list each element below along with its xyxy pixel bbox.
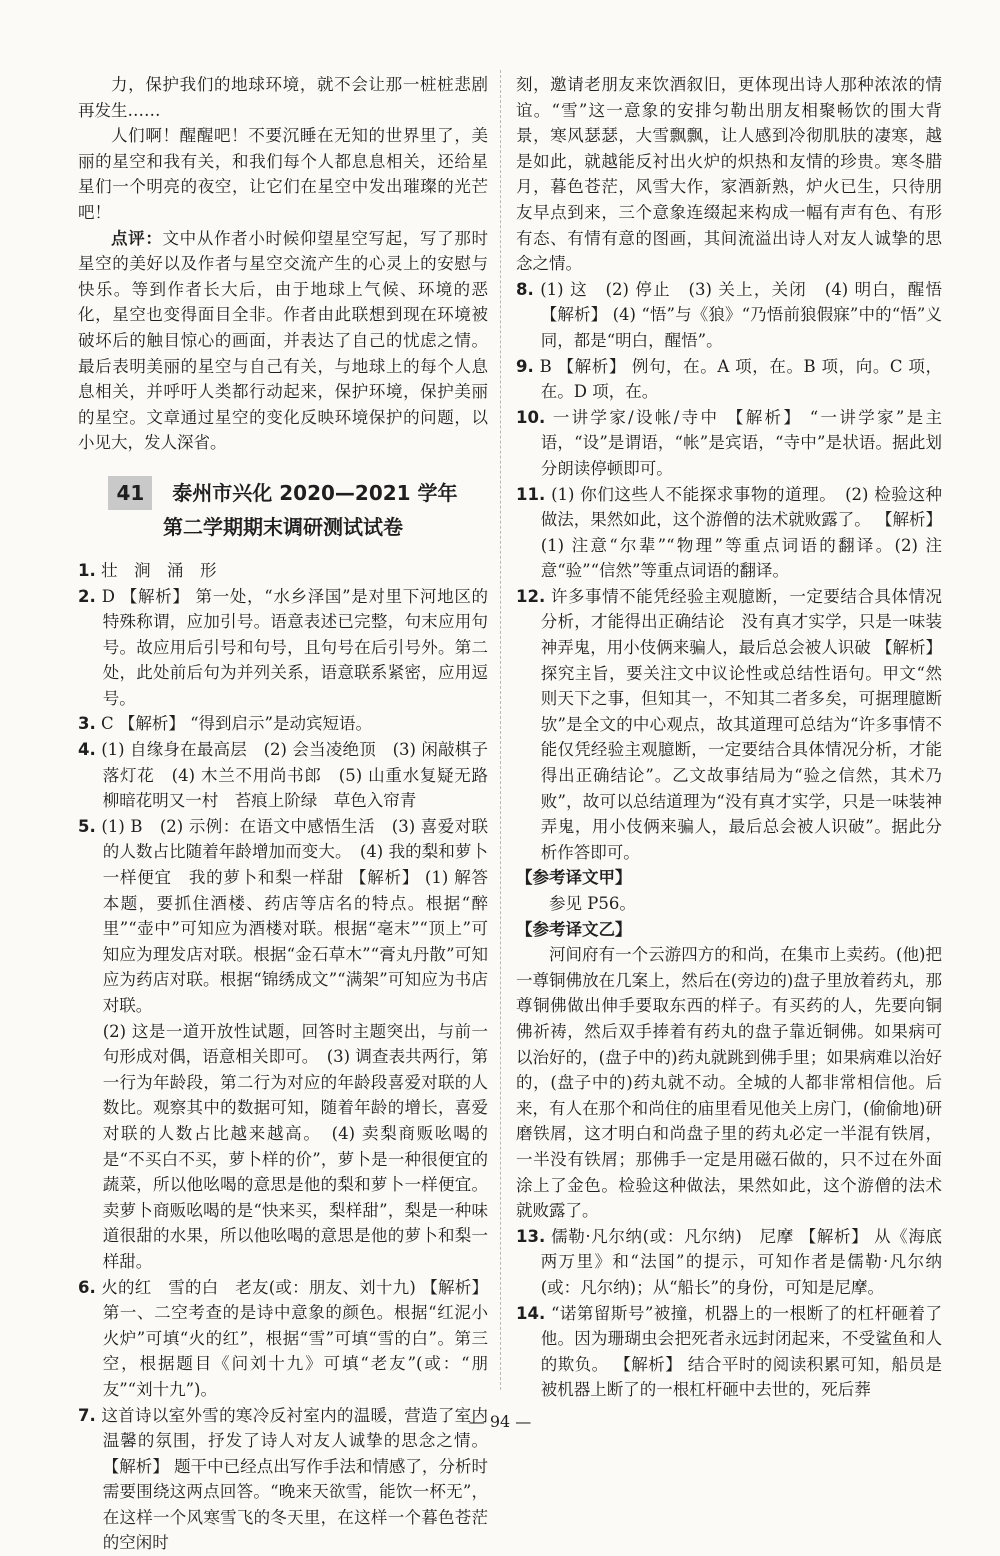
reference-translation-b: 河间府有一个云游四方的和尚，在集市上卖药。(他)把一尊铜佛放在几案上，然后在(旁边的)盘子里放着药丸，那尊铜佛做出伸手要取东西的样子。有买药的人，先要向铜佛祈祷，然后双手捧着有药丸的盘子靠近铜佛。如果病可以治好的，(盘子中的)药丸就跳到佛手里；如果病难以治好的，(盘子中的)药丸就不动。全城的人都非常相信他。后来，有人在那个和尚住的庙里看见他关上房门，(偷偷地)研磨铁屑，这才明白和尚盘子里的药丸必定一半混有铁屑，一半没有铁屑；那佛手一定是用磁石做的，只不过在外面涂上了金色。检验这种做法，果然如此，这个游僧的法术就败露了。 — [516, 942, 942, 1224]
page-number: — 94 — — [0, 1412, 1000, 1431]
answer-text: (2) 这是一道开放性试题，回答时主题突出，与前一句形成对偶，语意相关即可。 (3) 调查表共两行，第一行为年龄段，第二行为对应的年龄段喜爱对联的人数比。观察其中的数据可知，随着年龄的增长，喜爱对联的人数占比越来越高。 (4) 卖梨商贩吆喝的是“不买白不买，萝卜样的价”，萝卜是一种很便宜的蔬菜，所以他吆喝的意思是他的梨和萝卜一样便宜。卖萝卜商贩吆喝的是“快来买，梨样甜”，梨是一种味道很甜的水果，所以他吆喝的意思是他的萝卜和梨一样甜。 — [103, 1022, 488, 1271]
answer-number: 10. — [516, 408, 545, 427]
section-title — [78, 476, 488, 544]
answer-number: 11. — [516, 485, 545, 504]
answer-item — [78, 711, 488, 737]
reference-translation-b-label: 【参考译文乙】 — [516, 917, 942, 943]
answer-text: (1) B (2) 示例：在语文中感悟生活 (3) 喜爱对联的人数占比随着年龄增加而变大。 (4) 我的梨和萝卜一样便宜 我的萝卜和梨一样甜 【解析】 (1) 解答本题，要抓住酒楼、药店等店名的特点。根据“醉里”“壶中”可知应为酒楼对联。根据“毫末”“顶上”可知应为理发店对联。根据“金石草木”“膏丸丹散”可知应为药店对联。根据“锦绣成文”“满架”可知应为书店对联。 — [101, 817, 488, 1015]
answer-text: C 【解析】 “得到启示”是动宾短语。 — [101, 714, 372, 733]
answer-number: 8. — [516, 280, 534, 299]
section-number-badge: 41 — [108, 476, 152, 510]
answer-number: 13. — [516, 1227, 545, 1246]
answer-number: 9. — [516, 357, 534, 376]
answer-number: 7. — [78, 1406, 96, 1425]
answer-text: 许多事情不能凭经验主观臆断，一定要结合具体情况分析，才能得出正确结论 没有真才实学，只是一味装神弄鬼，用小伎俩来骗人，最后总会被人识破 【解析】 探究主旨，要关注文中议论性或总结性语句。甲文“然则天下之事，但知其一，不知其二者多矣，可据理臆断欤”是全文的中心观点，故其道理可总结为“许多事情不能仅凭经验主观臆断，一定要结合具体情况分析，才能得出正确结论”。乙文故事结局为“验之信然，其术乃败”，故可以总结道理为“没有真才实学，只是一味装神弄鬼，用小伎俩来骗人，最后总会被人识破”。据此分析作答即可。 — [541, 587, 942, 862]
answer-item — [516, 584, 942, 866]
answer-text: (1) 自缘身在最高层 (2) 会当凌绝顶 (3) 闲敲棋子落灯花 (4) 木兰不用尚书郎 (5) 山重水复疑无路 柳暗花明又一村 苔痕上阶绿 草色入帘青 — [101, 740, 504, 810]
right-column — [516, 72, 942, 1403]
answer-number: 1. — [78, 561, 96, 580]
answer-text: 一讲学家/设帐/寺中 【解析】 “一讲学家”是主语，“设”是谓语，“帐”是宾语，“寺中”是状语。据此划分朗读停顿即可。 — [541, 408, 942, 478]
answer-text: D 【解析】 第一处，“水乡泽国”是对里下河地区的特殊称谓，应加引号。语意表述已完整，句末应用句号。故应用后引号和句号，且句号在后引号外。第二处，此处前后句为并列关系，语意联系紧密，应用逗号。 — [102, 587, 488, 708]
answer-item — [78, 737, 488, 814]
answer-item — [78, 1019, 488, 1275]
answer-item — [516, 405, 942, 482]
answer-text: 火的红 雪的白 老友(或：朋友、刘十九) 【解析】 第一、二空考查的是诗中意象的颜色。根据“红泥小火炉”可填“火的红”，根据“雪”可填“雪的白”。第三空，根据题目《问刘十九》可填“老友”(或：“朋友”“刘十九”)。 — [101, 1278, 488, 1399]
answer-text: 儒勒·凡尔纳(或：凡尔纳) 尼摩 【解析】 从《海底两万里》和“法国”的提示，可知作者是儒勒·凡尔纳(或：凡尔纳)；从“船长”的身份，可知是尼摩。 — [541, 1227, 942, 1297]
answer-item — [516, 1301, 942, 1403]
reference-translation-a-label: 【参考译文甲】 — [516, 865, 942, 891]
answer-list — [516, 1224, 942, 1403]
answer-number: 4. — [78, 740, 96, 759]
answer-number: 2. — [78, 587, 96, 606]
paragraph: 人们啊！醒醒吧！不要沉睡在无知的世界里了，美丽的星空和我有关，和我们每个人都息息相关，还给星星们一个明亮的夜空，让它们在星空中发出璀璨的光芒吧！ — [78, 123, 488, 225]
comment-paragraph — [78, 226, 488, 456]
answer-item — [516, 277, 942, 354]
answer-number: 14. — [516, 1304, 545, 1323]
column-divider — [500, 70, 501, 1390]
paragraph: 力，保护我们的地球环境，就不会让那一桩桩悲剧再发生…… — [78, 72, 488, 123]
answer-number: 6. — [78, 1278, 96, 1297]
answer-text: “诺第留斯号”被撞，机器上的一根断了的杠杆砸着了他。因为珊瑚虫会把死者永远封闭起来，不受鲨鱼和人的欺负。 【解析】 结合平时的阅读积累可知，船员是被机器上断了的一根杠杆砸中去世的，死后葬 — [541, 1304, 942, 1400]
comment-text: 文中从作者小时候仰望星空写起，写了那时星空的美好以及作者与星空交流产生的心灵上的安慰与快乐。等到作者长大后，由于地球上气候、环境的恶化，星空也变得面目全非。作者由此联想到现在环境被破坏后的触目惊心的画面，并表达了自己的忧虑之情。最后表明美丽的星空与自己有关，与地球上的每个人息息相关，并呼吁人类都行动起来，保护环境，保护美丽的星空。文章通过星空的变化反映环境保护的问题，以小见大，发人深省。 — [78, 229, 488, 453]
answer-number: 3. — [78, 714, 96, 733]
answer-list — [516, 277, 942, 866]
section-title-line1: 41 泰州市兴化 2020—2021 学年 — [78, 476, 488, 510]
answer-text: 这首诗以室外雪的寒冷反衬室内的温暖，营造了室内温馨的氛围，抒发了诗人对友人诚挚的思念之情。 【解析】 题干中已经点出写作手法和情感了，分析时需要围绕这两点回答。“晚来天欲雪，能饮一杯无”，在这样一个风寒雪飞的冬天里，在这样一个暮色苍茫的空闲时 — [101, 1406, 488, 1553]
answer-item — [78, 584, 488, 712]
answer-number: 5. — [78, 817, 96, 836]
answer-item — [516, 1224, 942, 1301]
paragraph: 刻，邀请老朋友来饮酒叙旧，更体现出诗人那种浓浓的情谊。“雪”这一意象的安排匀勒出朋友相聚畅饮的围大背景，寒风瑟瑟，大雪飘飘，让人感到冷彻肌肤的凄寒，越是如此，就越能反衬出火炉的炽热和友情的珍贵。寒冬腊月，暮色苍茫，风雪大作，家酒新熟，炉火已生，只待朋友早点到来，三个意象连缀起来构成一幅有声有色、有形有态、有情有意的图画，其间流溢出诗人对友人诚挚的思念之情。 — [516, 72, 942, 277]
section-title-line2: 第二学期期末调研测试试卷 — [78, 510, 488, 544]
left-column — [78, 72, 488, 1556]
answer-item — [516, 354, 942, 405]
answer-text: 壮 涧 涌 形 — [101, 561, 217, 580]
answer-text: (1) 这 (2) 停止 (3) 关上，关闭 (4) 明白，醒悟 【解析】 (4) “悟”与《狼》“乃悟前狼假寐”中的“悟”义同，都是“明白，醒悟”。 — [540, 280, 942, 350]
comment-label: 点评： — [111, 229, 163, 248]
answer-text: B 【解析】 例句，在。A 项，在。B 项，向。C 项，在。D 项，在。 — [540, 357, 942, 402]
answer-item — [78, 1275, 488, 1403]
answer-item — [78, 814, 488, 1019]
answer-item — [516, 482, 942, 584]
reference-translation-a: 参见 P56。 — [516, 891, 942, 917]
answer-text: (1) 你们这些人不能探求事物的道理。 (2) 检验这种做法，果然如此，这个游僧的法术就败露了。 【解析】 (1) 注意“尔辈”“物理”等重点词语的翻译。(2) 注意“验”“信然”等重点词语的翻译。 — [541, 485, 942, 581]
answer-number: 12. — [516, 587, 545, 606]
answer-list — [78, 558, 488, 1556]
answer-item — [78, 558, 488, 584]
